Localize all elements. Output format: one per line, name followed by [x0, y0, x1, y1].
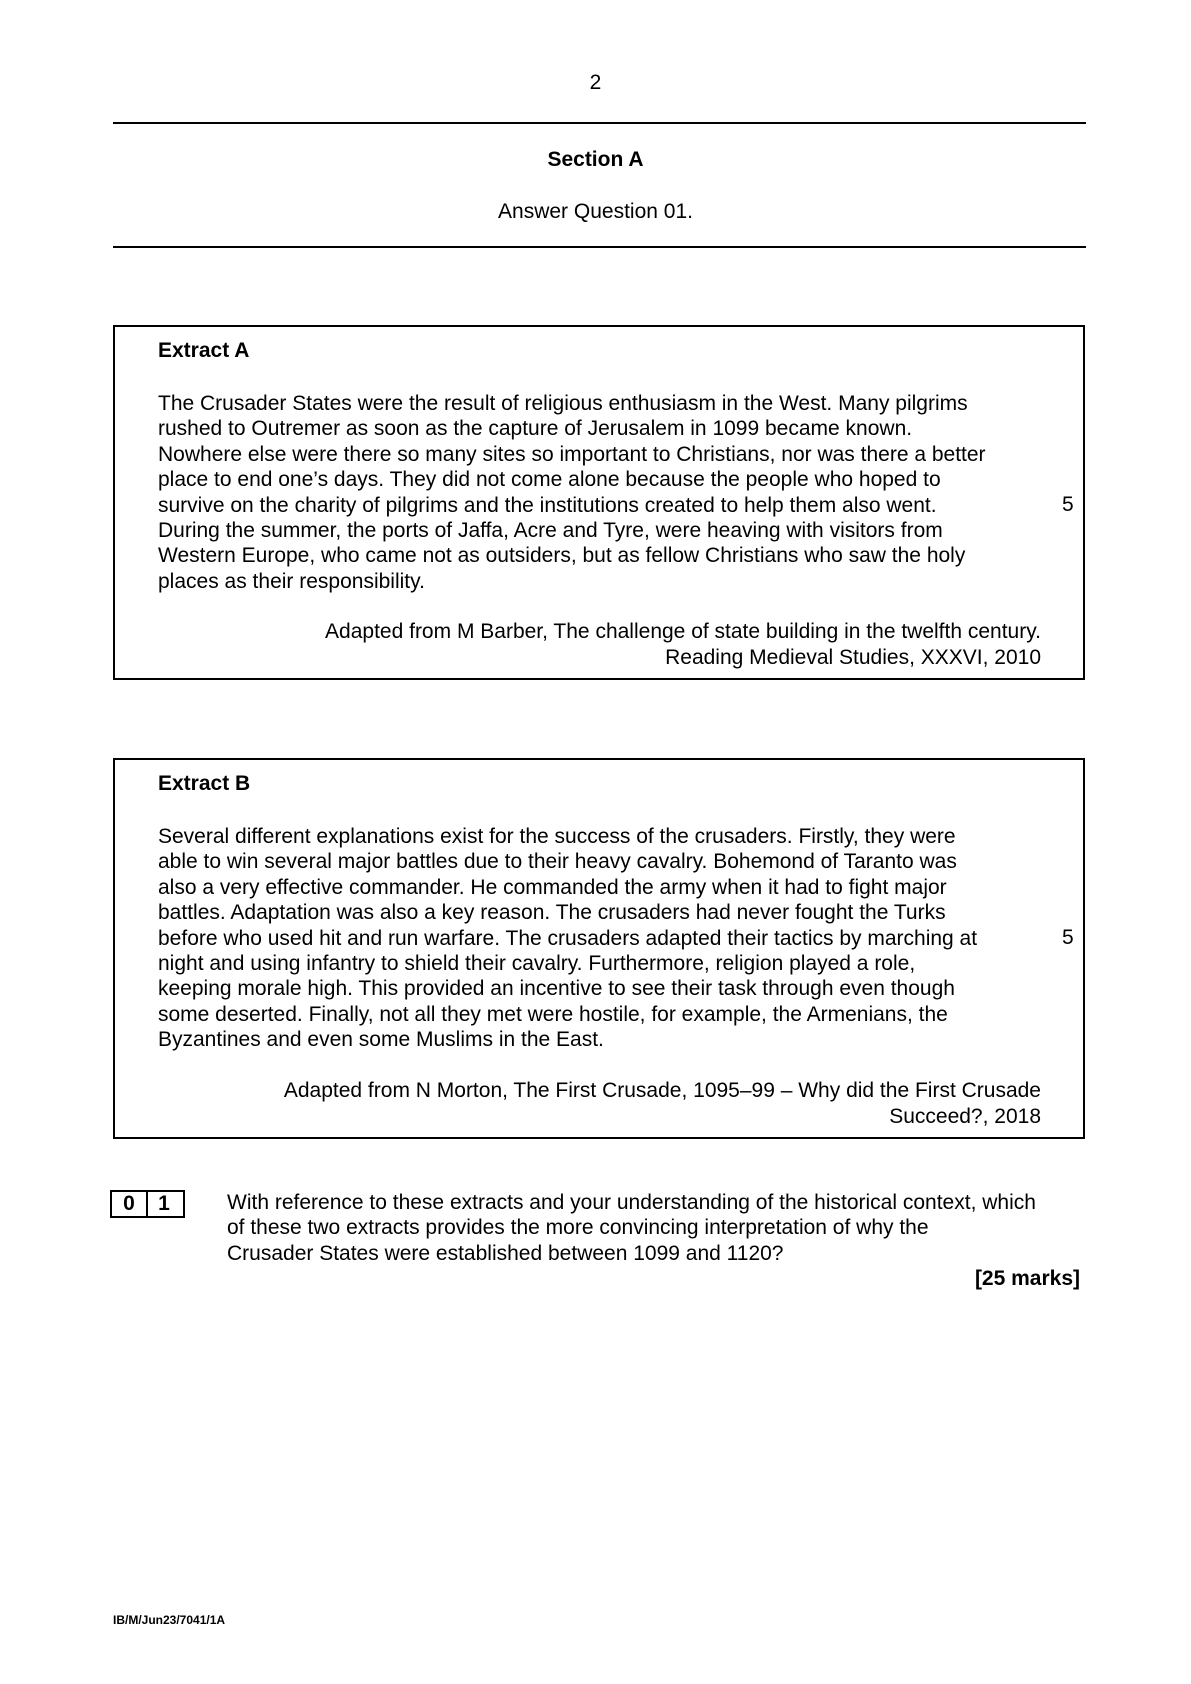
- extract-source: [325, 619, 1041, 671]
- question-number-digit: 1: [158, 1192, 170, 1215]
- line-number-marker: 5: [1062, 493, 1074, 516]
- extract-line: place to end one’s days. They did not come alone because the people who hoped to: [158, 468, 941, 492]
- extract-heading: Extract A: [158, 339, 250, 362]
- section-instruction: Answer Question 01.: [498, 200, 693, 223]
- extract-line: The Crusader States were the result of religious enthusiasm in the West. Many pilgrims: [158, 392, 968, 415]
- question-line: of these two extracts provides the more convincing interpretation of why the: [227, 1216, 929, 1240]
- source-line: Adapted from M Barber, The challenge of state building in the twelfth century.: [325, 620, 1041, 643]
- extract-line: before who used hit and run warfare. The crusaders adapted their tactics by marching at: [158, 926, 978, 950]
- footer-code: IB/M/Jun23/7041/1A: [113, 1613, 226, 1627]
- extract-line: Byzantines and even some Muslims in the East.: [158, 1028, 604, 1052]
- question-marks: [25 marks]: [974, 1267, 1080, 1290]
- extract-line: some deserted. Finally, not all they met were hostile, for example, the Armenians, the: [158, 1002, 948, 1026]
- extract-text: [158, 824, 977, 1053]
- extract-line: keeping morale high. This provided an incentive to see their task through even though: [158, 977, 955, 1001]
- source-line: Reading Medieval Studies, XXXVI, 2010: [665, 646, 1041, 669]
- extract-text: [158, 391, 986, 594]
- extract-line: Several different explanations exist for the success of the crusaders. Firstly, they were: [158, 825, 956, 848]
- extract-line: Nowhere else were there so many sites so important to Christians, nor was there a better: [158, 442, 986, 466]
- extract-line: able to win several major battles due to their heavy cavalry. Bohemond of Taranto was: [158, 850, 957, 874]
- extract-heading: Extract B: [158, 772, 251, 795]
- extract-line: rushed to Outremer as soon as the capture of Jerusalem in 1099 became known.: [158, 417, 913, 441]
- extract-line: night and using infantry to shield their cavalry. Furthermore, religion played a role,: [158, 952, 916, 976]
- top-divider: [113, 122, 1086, 124]
- question-text: [227, 1190, 1036, 1266]
- section-title: Section A: [547, 148, 644, 171]
- question-line: With reference to these extracts and your understanding of the historical context, which: [227, 1191, 1036, 1214]
- extract-line: battles. Adaptation was also a key reason. The crusaders had never fought the Turks: [158, 901, 946, 925]
- question-number-divider: [146, 1192, 148, 1216]
- question-number-box: [110, 1190, 185, 1218]
- page-number: 2: [589, 71, 602, 94]
- extract-b-box: [113, 758, 1085, 1139]
- section-divider: [113, 246, 1086, 248]
- extract-line: Western Europe, who came not as outsiders, but as fellow Christians who saw the holy: [158, 544, 966, 568]
- extract-line: survive on the charity of pilgrims and the institutions created to help them also went.: [158, 493, 937, 517]
- extract-a-box: [113, 325, 1085, 680]
- extract-source: [284, 1078, 1041, 1130]
- source-line: Adapted from N Morton, The First Crusade, 1095–99 – Why did the First Crusade: [283, 1079, 1041, 1102]
- extract-line: During the summer, the ports of Jaffa, Acre and Tyre, were heaving with visitors from: [158, 519, 943, 543]
- source-line: Succeed?, 2018: [889, 1105, 1041, 1128]
- extract-line: places as their responsibility.: [158, 569, 425, 593]
- line-number-marker: 5: [1062, 926, 1074, 949]
- question-number-digit: 0: [123, 1192, 135, 1215]
- extract-line: also a very effective commander. He commanded the army when it had to fight major: [158, 875, 947, 899]
- question-line: Crusader States were established between 1099 and 1120?: [227, 1241, 784, 1265]
